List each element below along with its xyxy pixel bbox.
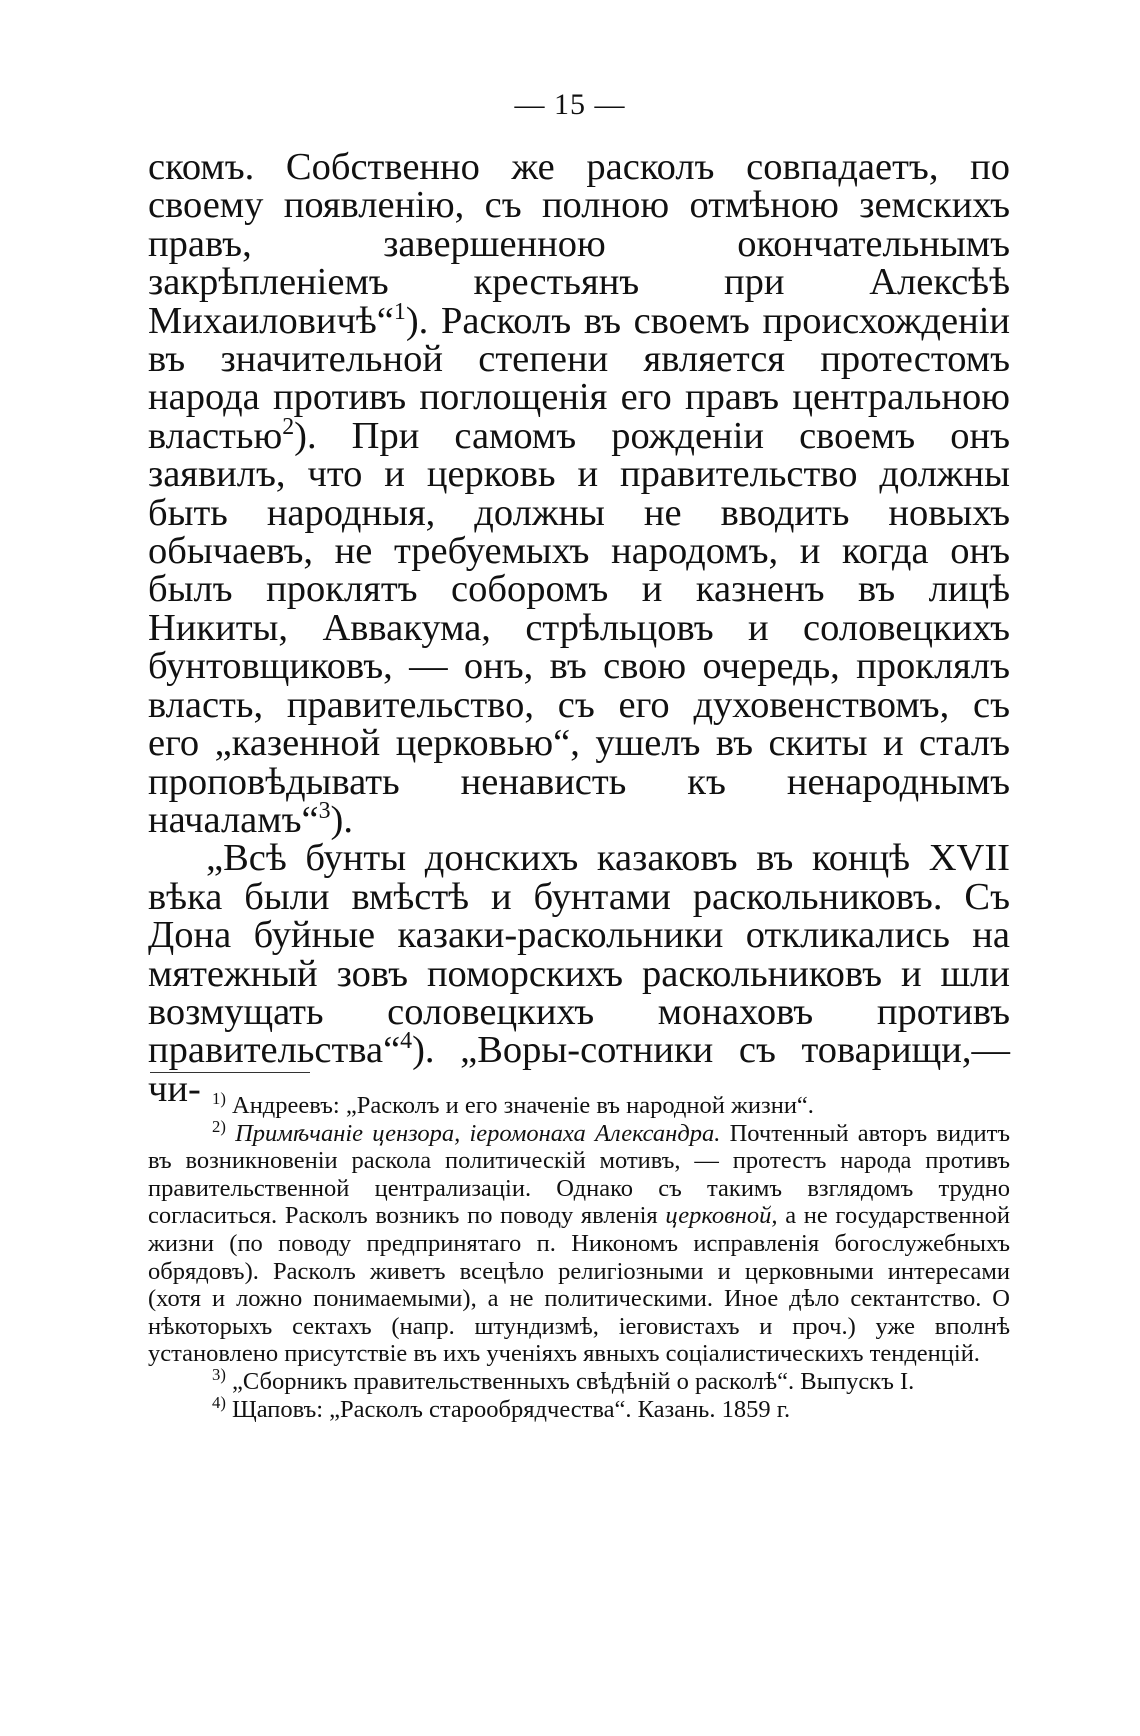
footnote-ref-1: 1 [393,298,406,325]
main-text [148,148,1010,1108]
footnote-2-text-2: а не государственной жизни (по поводу предпринятаго п. Никономъ исправленія богослужебныхъ обрядовъ). Расколъ живетъ всецѣло религіозными и церковными интересами (хотя и ложно понимаемыми), а не политическими. Иное дѣло сектантство. О нѣкоторыхъ сектахъ (напр. штундизмѣ, іеговистахъ и проч.) уже вполнѣ установлено присутствіе въ ихъ ученіяхъ явныхъ соціалистическихъ тенденцій. [148,1202,1011,1368]
footnote-ref-3: 3 [318,798,331,825]
paragraph-2-part-2: ). „Воры-сотники съ товарищи,—чи- [148,1029,1010,1110]
footnote-1-text: Андреевъ: „Расколъ и его значеніе въ народной жизни“. [232,1092,814,1119]
footnote-1-mark: 1) [212,1088,226,1108]
footnotes [148,1088,1011,1423]
footnote-2-text-1: Почтенный авторъ видитъ въ возникновеніи раскола политическій мотивъ, — протестъ народа противъ правительственной централизаціи. Однако съ такимъ взглядомъ трудно согласиться. Расколъ возникъ по поводу явленія [148,1119,1011,1230]
footnote-ref-4: 4 [400,1028,413,1055]
footnote-2-mark: 2) [212,1116,226,1136]
footnote-1 [148,1088,1010,1120]
page-number: — 15 — [514,88,626,121]
footnote-3-mark: 3) [212,1364,226,1384]
paragraph-2-part-1: „Всѣ бунты донскихъ казаковъ въ концѣ XVII вѣка были вмѣстѣ и бунтами раскольниковъ. Съ Дона буйные казаки-раскольники откликались на мятежный зовъ поморскихъ раскольниковъ и шли возмущать соловецкихъ монаховъ противъ правительства“ [148,837,1010,1072]
paragraph-1-part-2: ). Расколъ въ своемъ происхожденіи въ значительной степени является протестомъ народа противъ поглощенія его правъ центральною властью [148,299,1010,457]
footnote-divider [150,1072,310,1073]
footnote-4 [148,1392,1010,1424]
footnote-3 [148,1364,1010,1396]
paragraph-1-part-3: ). При самомъ рожденіи своемъ онъ заявилъ, что и церковь и правительство должны быть народныя, должны не вводить новыхъ обычаевъ, не требуемыхъ народомъ, и когда онъ былъ проклятъ соборомъ и казненъ въ лицѣ Никиты, Аввакума, стрѣльцовъ и соловецкихъ бунтовщиковъ, — онъ, въ свою очередь, проклялъ власть, правительство, съ его духовенствомъ, съ его „казенной церковью“, ушелъ въ скиты и сталъ проповѣдывать ненависть къ ненароднымъ началамъ“ [148,414,1010,841]
footnote-ref-2: 2 [282,414,295,441]
footnote-2 [148,1116,1011,1368]
paragraph-1-part-1: скомъ. Собственно же расколъ совпадаетъ, по своему появленію, съ полною отмѣною земскихъ правъ, завершенною окончательнымъ закрѣпленіемъ крестьянъ при Алексѣѣ Михаиловичѣ“ [148,146,1010,342]
paragraph-1 [148,148,1010,839]
footnote-3-text: „Сборникъ правительственныхъ свѣдѣній о расколѣ“. Выпускъ I. [232,1367,915,1395]
footnote-2-censor-note: Примѣчаніе цензора, іеромонаха Александра. [235,1119,721,1147]
paragraph-2 [148,839,1010,1108]
paragraph-1-part-4: ). [330,798,353,841]
footnote-4-mark: 4) [212,1392,226,1412]
footnote-2-italic-word: церковной, [665,1202,778,1230]
footnote-4-text: Щаповъ: „Расколъ старообрядчества“. Казань. 1859 г. [232,1395,791,1423]
